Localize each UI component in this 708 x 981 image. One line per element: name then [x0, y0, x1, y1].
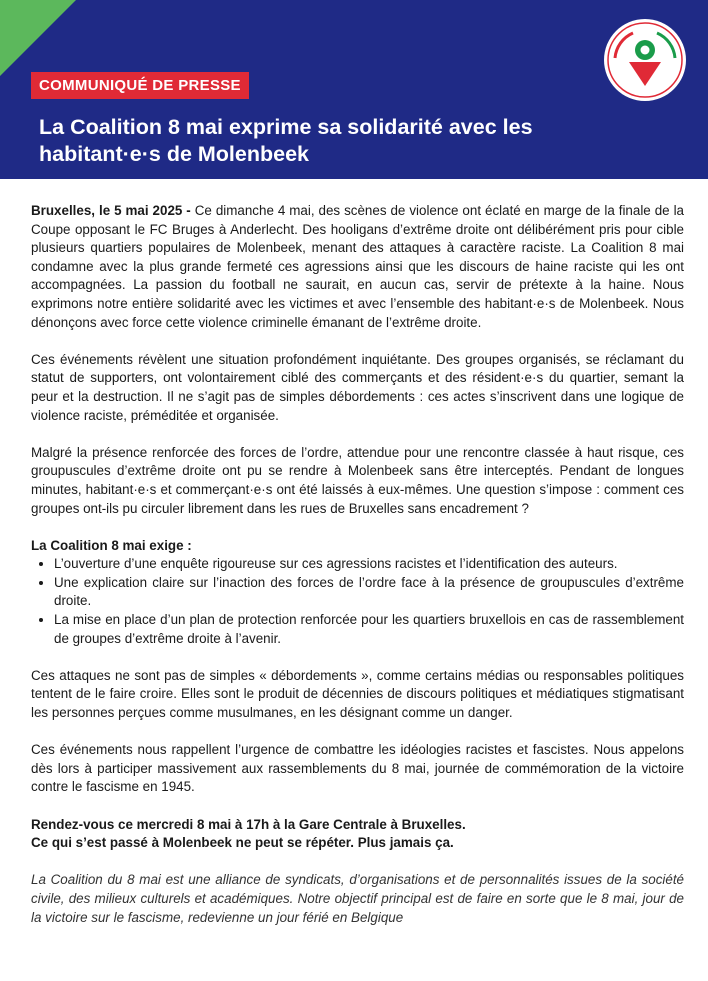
paragraph-4: Ces attaques ne sont pas de simples « débordements », comme certains médias ou responsables politiques tentent de le faire croire. Elles sont le produit de décennies de discours politiques et médiatiques stigmatisant les personnes perçues comme musulmanes, en les désignant comme un danger.	[31, 667, 684, 721]
footer-note: La Coalition du 8 mai est une alliance de syndicats, d’organisations et de personnalités issues de la société civile, des milieux culturels et académiques. Notre objectif principal est de faire en sorte que le 8 mai, jour de la victoire sur le fascisme, redevienne un jour férié en Belgique	[31, 872, 684, 925]
document-body	[31, 202, 684, 946]
cta-line-1: Rendez-vous ce mercredi 8 mai à 17h à la Gare Centrale à Bruxelles.	[31, 816, 466, 832]
header-banner	[0, 0, 708, 179]
call-to-action	[31, 816, 684, 853]
page-title: La Coalition 8 mai exprime sa solidarité avec les habitant·e·s de Molenbeek	[39, 115, 533, 166]
press-release-badge: COMMUNIQUÉ DE PRESSE	[31, 72, 249, 99]
demands-list	[31, 555, 684, 648]
paragraph-5: Ces événements nous rappellent l’urgence de combattre les idéologies racistes et fascistes. Nous appelons dès lors à participer massivement aux rassemblements du 8 mai, journée de commémoration de la victoire contre le fascisme en 1945.	[31, 742, 684, 795]
intro-text: Ce dimanche 4 mai, des scènes de violence ont éclaté en marge de la finale de la Coupe opposant le FC Bruges à Anderlecht. Des hooligans d’extrême droite ont délibérément pris pour cible plusieurs quartiers populaires de Molenbeek, menant des attaques à caractère raciste. La Coalition 8 mai condamne avec la plus grande fermeté ces agressions ainsi que les discours de haine raciste qui les ont accompagnées. La passion du football ne saurait, en aucun cas, servir de prétexte à la haine. Nous exprimons notre entière solidarité avec les victimes et avec l’ensemble des habitant·e·s de Molenbeek. Nous dénonçons avec force cette violence criminelle émanant de l’extrême droite.	[31, 203, 684, 330]
dateline: Bruxelles, le 5 mai 2025 -	[31, 203, 191, 218]
list-item: • Une explication claire sur l’inaction des forces de l’ordre face à la présence de groupuscules d’extrême droite.	[54, 574, 684, 611]
demands-heading: La Coalition 8 mai exige :	[31, 537, 192, 553]
list-item: • La mise en place d’un plan de protection renforcée pour les quartiers bruxellois en cas de rassemblement de groupes d’extrême droite à l’avenir.	[54, 611, 684, 648]
paragraph-2: Ces événements révèlent une situation profondément inquiétante. Des groupes organisés, se réclamant du statut de supporters, ont volontairement ciblé des commerçants et des résident·e·s du quartier, semant la peur et la destruction. Il ne s’agit pas de simples débordements : ces actes s’inscrivent dans une logique de violence raciste, préméditée et organisée.	[31, 351, 684, 423]
corner-triangle	[0, 0, 76, 76]
list-item: • L’ouverture d’une enquête rigoureuse sur ces agressions racistes et l’identification des auteurs.	[54, 555, 684, 574]
paragraph-3: Malgré la présence renforcée des forces de l’ordre, attendue pour une rencontre classée à haut risque, ces groupuscules d’extrême droite ont pu se rendre à Molenbeek sans être interceptés. Pendant de longues minutes, habitant·e·s et commerçant·e·s ont été laissés à eux-mêmes. Une question s’impose : comment ces groupes ont-ils pu circuler librement dans les rues de Bruxelles sans encadrement ?	[31, 444, 684, 516]
cta-line-2: Ce qui s’est passé à Molenbeek ne peut se répéter. Plus jamais ça.	[31, 835, 454, 851]
paragraph-intro	[31, 202, 684, 332]
coalition-8-mai-logo-icon	[603, 18, 687, 102]
